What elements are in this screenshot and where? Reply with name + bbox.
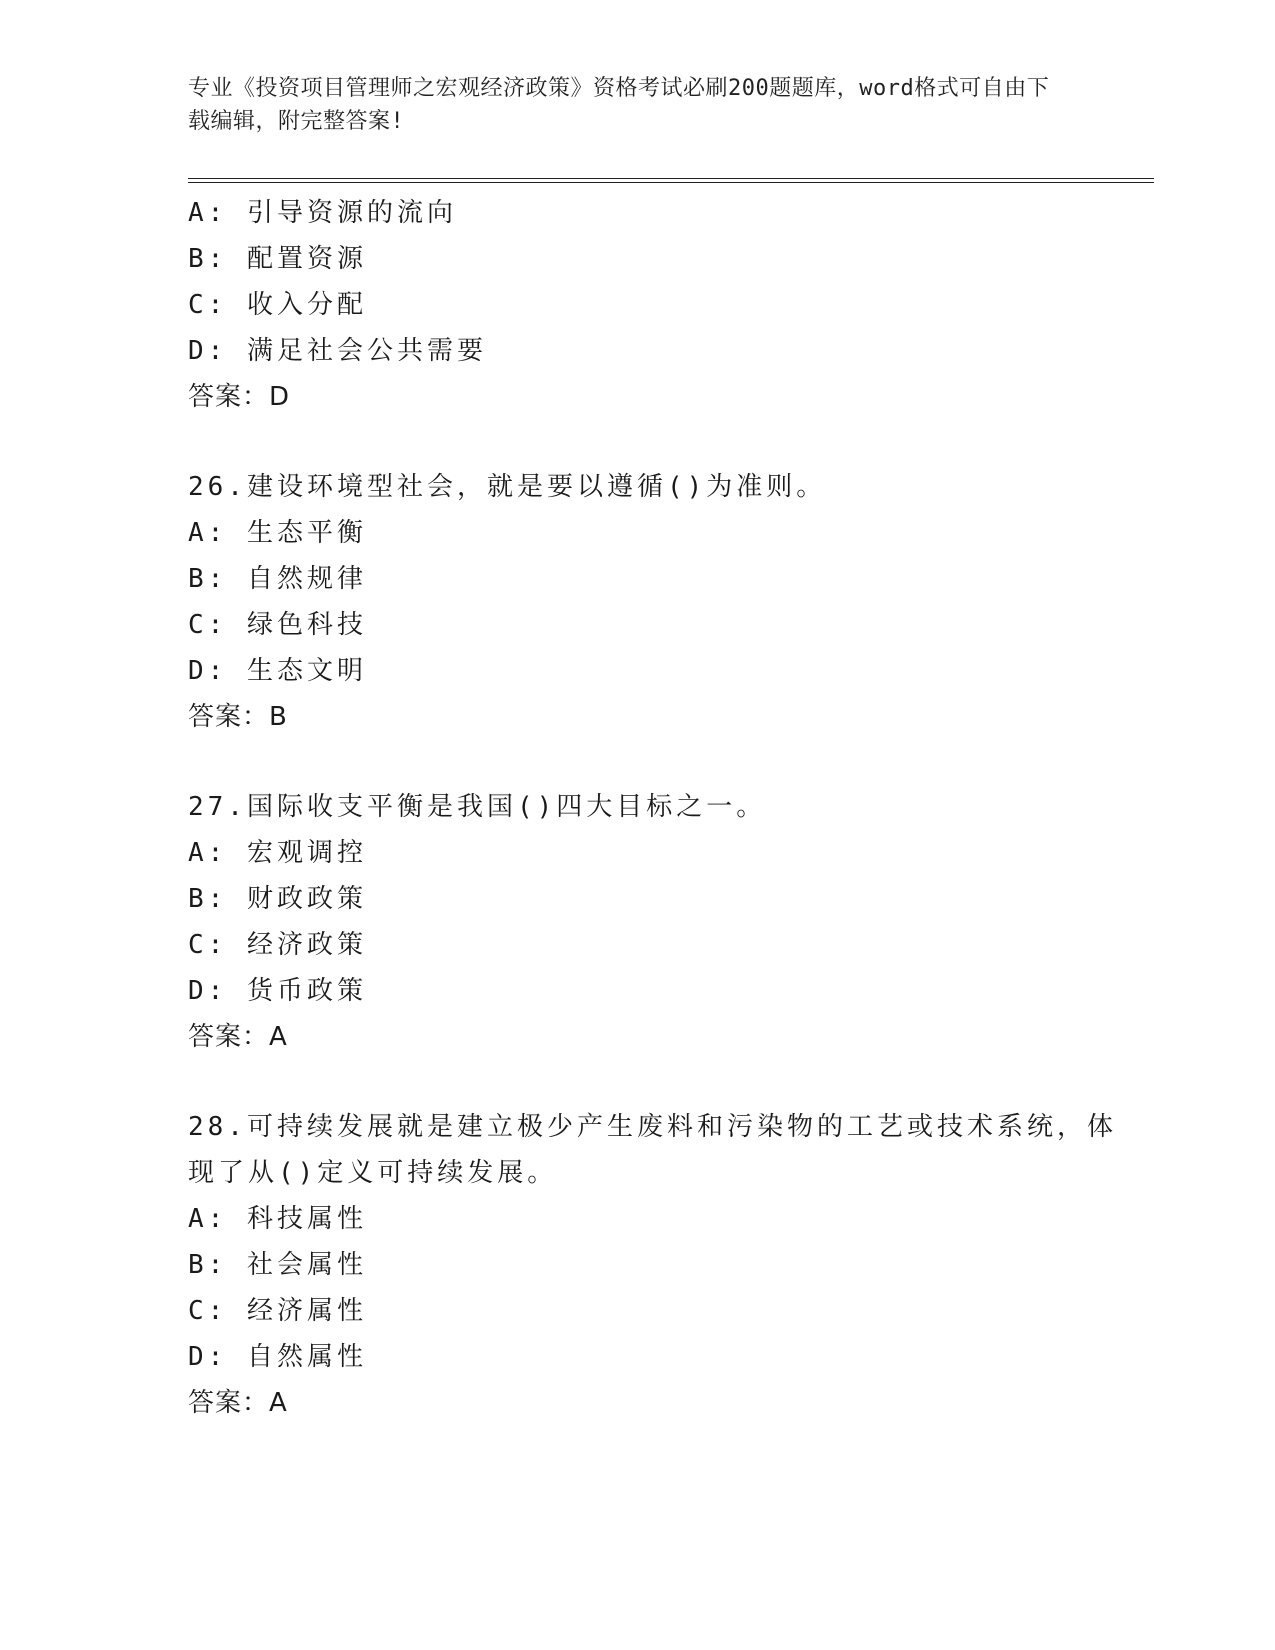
document-header: [188, 72, 1068, 138]
answer: 答案：A: [188, 1022, 288, 1052]
option-d: D: 生态文明: [188, 656, 367, 686]
option-d: D: 自然属性: [188, 1342, 367, 1372]
option-a: A: 宏观调控: [188, 838, 367, 868]
option-b: B: 社会属性: [188, 1250, 367, 1280]
option-b: B: 自然规律: [188, 564, 367, 594]
option-b: B: 财政政策: [188, 884, 367, 914]
option-c: C: 绿色科技: [188, 610, 367, 640]
answer: 答案：D: [188, 382, 291, 412]
option-d: D: 满足社会公共需要: [188, 336, 487, 366]
question-stem: 28.可持续发展就是建立极少产生废料和污染物的工艺或技术系统，体现了从()定义可持续发展。: [188, 1112, 1117, 1188]
question-28: [188, 1104, 1128, 1426]
question-25-partial: [188, 190, 1128, 420]
question-26: [188, 464, 1128, 740]
question-27: [188, 784, 1128, 1060]
option-c: C: 经济属性: [188, 1296, 367, 1326]
answer: 答案：A: [188, 1388, 288, 1418]
header-double-rule: [188, 178, 1154, 183]
option-c: C: 收入分配: [188, 290, 367, 320]
option-a: A: 科技属性: [188, 1204, 367, 1234]
question-list: [188, 190, 1128, 1426]
option-d: D: 货币政策: [188, 976, 367, 1006]
header-title: 专业《投资项目管理师之宏观经济政策》资格考试必刷200题题库，word格式可自由下载编辑，附完整答案!: [188, 76, 1050, 134]
question-stem: 27.国际收支平衡是我国()四大目标之一。: [188, 792, 767, 822]
option-c: C: 经济政策: [188, 930, 367, 960]
question-stem: 26.建设环境型社会，就是要以遵循()为准则。: [188, 472, 827, 502]
option-a: A: 生态平衡: [188, 518, 367, 548]
option-a: A: 引导资源的流向: [188, 198, 457, 228]
answer: 答案：B: [188, 702, 288, 732]
option-b: B: 配置资源: [188, 244, 367, 274]
